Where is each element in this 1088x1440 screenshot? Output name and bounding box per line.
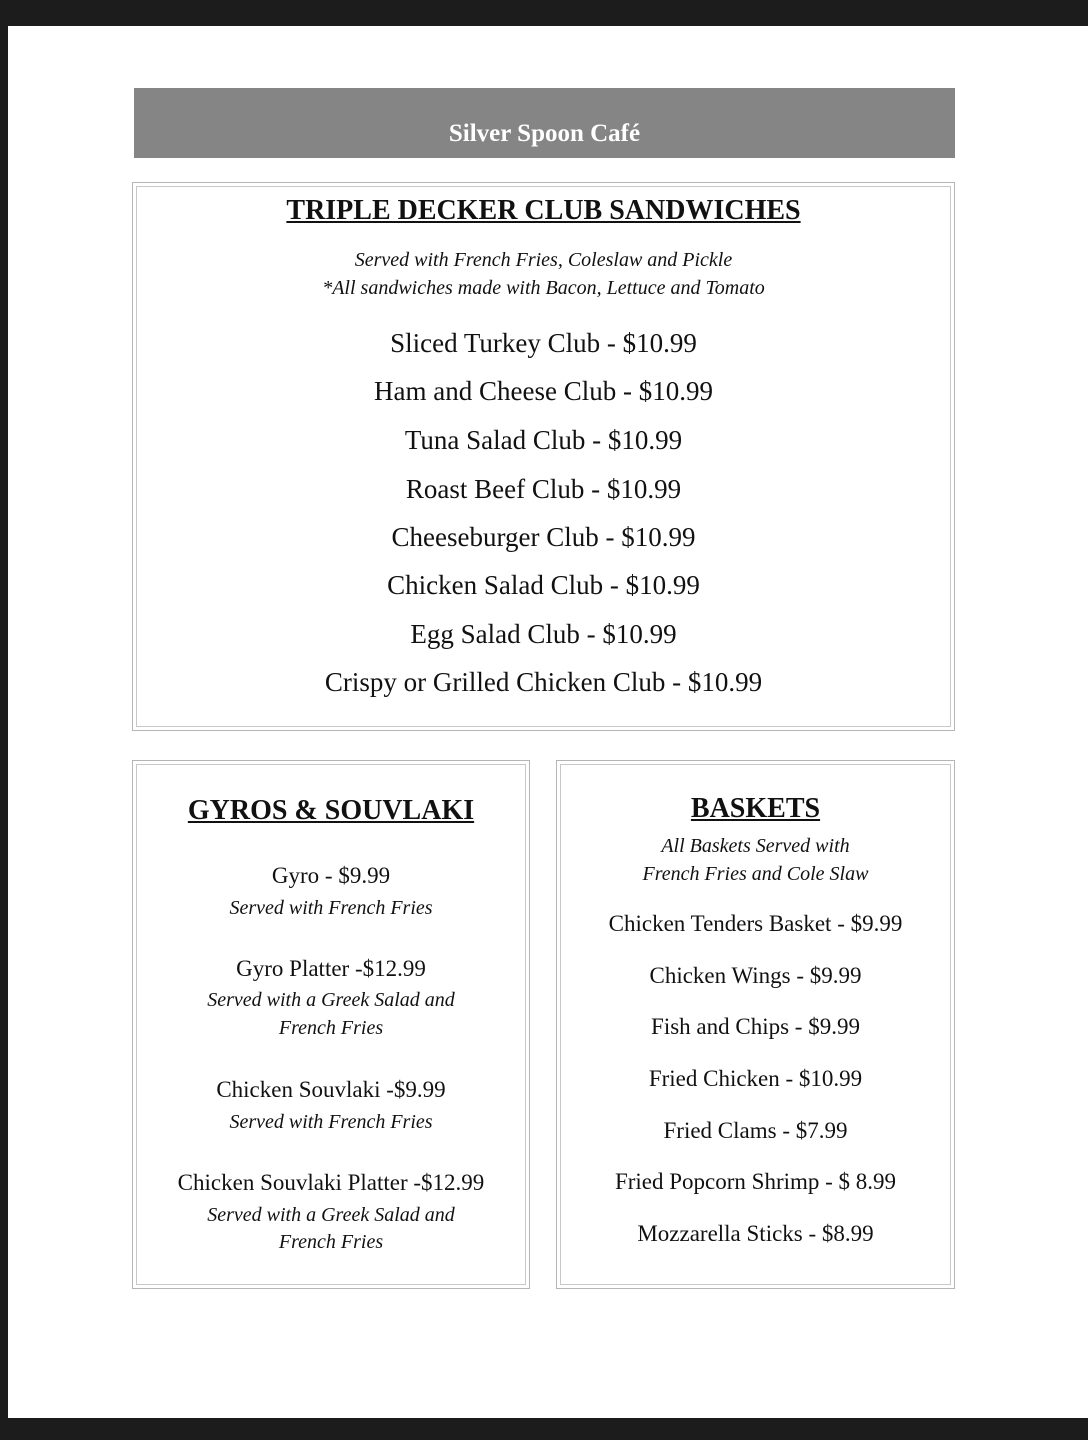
section-note: French Fries and Cole Slaw [642,863,869,885]
club-sandwiches-section [132,182,955,731]
menu-item: Chicken Souvlaki Platter -$12.99 [177,1170,485,1195]
menu-item: Fish and Chips - $9.99 [651,1014,860,1039]
menu-item: Fried Popcorn Shrimp - $ 8.99 [614,1169,897,1194]
menu-item-description: Served with French Fries [229,1111,433,1133]
menu-item: Chicken Wings - $9.99 [649,963,862,988]
menu-item: Egg Salad Club - $10.99 [410,619,677,649]
header-bar [134,88,955,158]
menu-item: Ham and Cheese Club - $10.99 [374,376,713,406]
menu-item: Fried Chicken - $10.99 [648,1066,863,1091]
section-note: Served with French Fries, Coleslaw and Pickle [354,249,733,271]
menu-item-description: Served with French Fries [229,897,433,919]
cafe-name: Silver Spoon Café [448,120,641,147]
menu-item: Chicken Salad Club - $10.99 [387,570,700,600]
menu-item: Mozzarella Sticks - $8.99 [637,1221,874,1246]
section-note: All Baskets Served with [661,835,850,857]
menu-item: Chicken Tenders Basket - $9.99 [608,911,903,936]
section-title: TRIPLE DECKER CLUB SANDWICHES [286,195,801,226]
menu-page [8,26,1088,1418]
menu-item-description: French Fries [278,1017,384,1039]
menu-item-description: French Fries [278,1231,384,1253]
menu-item-description: Served with a Greek Salad and [207,989,455,1011]
menu-item: Gyro Platter -$12.99 [236,956,426,981]
menu-item: Gyro - $9.99 [271,863,391,888]
section-title: GYROS & SOUVLAKI [187,795,475,826]
menu-item: Roast Beef Club - $10.99 [405,474,682,504]
menu-item: Crispy or Grilled Chicken Club - $10.99 [324,667,763,697]
menu-item-description: Served with a Greek Salad and [207,1204,455,1226]
menu-item: Fried Clams - $7.99 [663,1118,848,1143]
menu-item: Cheeseburger Club - $10.99 [391,522,696,552]
menu-item: Tuna Salad Club - $10.99 [404,425,683,455]
section-title: BASKETS [690,793,821,824]
gyros-souvlaki-section [132,760,530,1289]
menu-item: Chicken Souvlaki -$9.99 [216,1077,446,1102]
menu-item: Sliced Turkey Club - $10.99 [390,328,697,358]
section-note: *All sandwiches made with Bacon, Lettuce and Tomato [322,277,765,299]
baskets-section [556,760,955,1289]
